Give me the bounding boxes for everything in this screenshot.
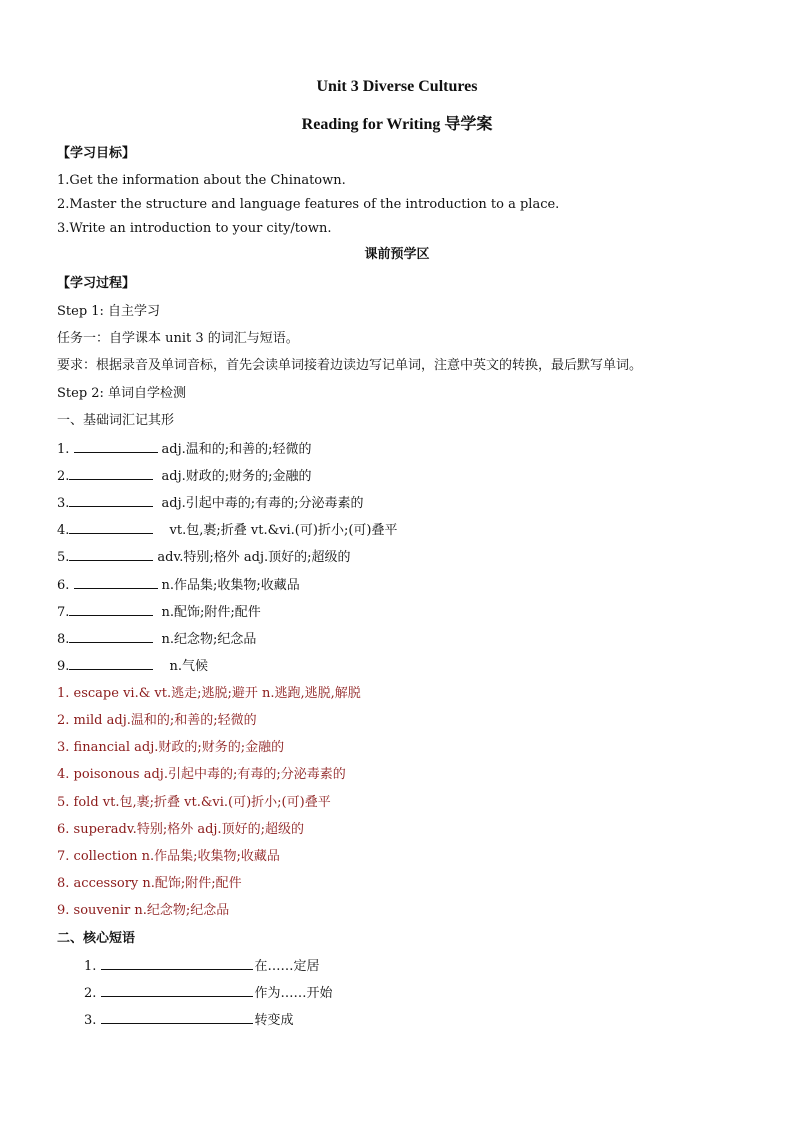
answer-blank[interactable] bbox=[69, 521, 153, 534]
item-number: 4. bbox=[57, 523, 70, 538]
item-meaning: 转变成 bbox=[254, 1013, 294, 1028]
item-number: 3. bbox=[57, 496, 70, 511]
answer-blank[interactable] bbox=[101, 1011, 253, 1024]
answer-blank[interactable] bbox=[69, 467, 153, 480]
item-meaning: n.纪念物;纪念品 bbox=[161, 632, 257, 647]
item-meaning: vt.包,裹;折叠 vt.&vi.(可)折小;(可)叠平 bbox=[169, 523, 398, 538]
lesson-title: Reading for Writing 导学案 bbox=[301, 116, 493, 133]
answer-line: 4. poisonous adj.引起中毒的;有毒的;分泌毒素的 bbox=[57, 767, 346, 782]
answer-line: 2. mild adj.温和的;和善的;轻微的 bbox=[57, 713, 257, 728]
answer-line: 8. accessory n.配饰;附件;配件 bbox=[57, 876, 242, 891]
item-number: 1. bbox=[57, 442, 70, 457]
phrase-row bbox=[84, 984, 333, 1003]
item-meaning: n.配饰;附件;配件 bbox=[161, 605, 261, 620]
item-number: 2. bbox=[57, 469, 70, 484]
vocab-blank-row bbox=[57, 603, 261, 622]
item-meaning: 在……定居 bbox=[254, 959, 320, 974]
phrase-row bbox=[84, 957, 320, 976]
item-number: 1. bbox=[84, 959, 97, 974]
item-meaning: n.气候 bbox=[169, 659, 209, 674]
item-number: 9. bbox=[57, 659, 70, 674]
answer-line: 7. collection n.作品集;收集物;收藏品 bbox=[57, 849, 280, 864]
item-number: 3. bbox=[84, 1013, 97, 1028]
vocab-heading: 一、基础词汇记其形 bbox=[57, 413, 175, 428]
vocab-blank-row bbox=[57, 576, 300, 595]
answer-blank[interactable] bbox=[101, 984, 253, 997]
answer-blank[interactable] bbox=[74, 440, 158, 453]
item-meaning: adj.引起中毒的;有毒的;分泌毒素的 bbox=[161, 496, 364, 511]
preview-heading: 课前预学区 bbox=[364, 247, 430, 262]
item-number: 2. bbox=[84, 986, 97, 1001]
step1: Step 1: 自主学习 bbox=[57, 304, 161, 319]
task1: 任务一：自学课本 unit 3 的词汇与短语。 bbox=[57, 331, 299, 346]
answer-line: 3. financial adj.财政的;财务的;金融的 bbox=[57, 740, 285, 755]
item-number: 8. bbox=[57, 632, 70, 647]
answer-blank[interactable] bbox=[69, 603, 153, 616]
answer-line: 1. escape vi.& vt.逃走;逃脱;避开 n.逃跑,逃脱,解脱 bbox=[57, 686, 361, 701]
phrase-row bbox=[84, 1011, 294, 1030]
answer-blank[interactable] bbox=[69, 657, 153, 670]
item-number: 6. bbox=[57, 578, 70, 593]
answer-line: 6. superadv.特别;格外 adj.顶好的;超级的 bbox=[57, 822, 304, 837]
unit-title: Unit 3 Diverse Cultures bbox=[316, 78, 478, 95]
answer-blank[interactable] bbox=[101, 957, 253, 970]
process-heading: 【学习过程】 bbox=[57, 276, 136, 291]
vocab-blank-row bbox=[57, 548, 351, 567]
answer-blank[interactable] bbox=[69, 548, 153, 561]
item-meaning: adj.财政的;财务的;金融的 bbox=[161, 469, 312, 484]
answer-blank[interactable] bbox=[69, 630, 153, 643]
item-meaning: adj.温和的;和善的;轻微的 bbox=[161, 442, 312, 457]
phrase-heading: 二、核心短语 bbox=[57, 931, 136, 946]
item-meaning: adv.特别;格外 adj.顶好的;超级的 bbox=[157, 550, 351, 565]
goal-item: 2.Master the structure and language features of the introduction to a place. bbox=[57, 197, 560, 212]
goal-item: 3.Write an introduction to your city/town. bbox=[57, 221, 332, 236]
answer-line: 9. souvenir n.纪念物;纪念品 bbox=[57, 903, 230, 918]
answer-blank[interactable] bbox=[74, 576, 158, 589]
vocab-blank-row bbox=[57, 467, 312, 486]
item-number: 7. bbox=[57, 605, 70, 620]
vocab-blank-row bbox=[57, 494, 364, 513]
vocab-blank-row bbox=[57, 440, 312, 459]
vocab-blank-row bbox=[57, 630, 256, 649]
vocab-blank-row bbox=[57, 657, 208, 676]
vocab-blank-row bbox=[57, 521, 397, 540]
item-number: 5. bbox=[57, 550, 70, 565]
step2: Step 2: 单词自学检测 bbox=[57, 386, 187, 401]
goals-heading: 【学习目标】 bbox=[57, 146, 136, 161]
answer-blank[interactable] bbox=[69, 494, 153, 507]
requirement: 要求：根据录音及单词音标，首先会读单词接着边读边写记单词，注意中英文的转换，最后默写单词。 bbox=[57, 358, 643, 373]
answer-line: 5. fold vt.包,裹;折叠 vt.&vi.(可)折小;(可)叠平 bbox=[57, 795, 331, 810]
goal-item: 1.Get the information about the Chinatown. bbox=[57, 173, 346, 188]
item-meaning: 作为……开始 bbox=[254, 986, 333, 1001]
item-meaning: n.作品集;收集物;收藏品 bbox=[161, 578, 300, 593]
